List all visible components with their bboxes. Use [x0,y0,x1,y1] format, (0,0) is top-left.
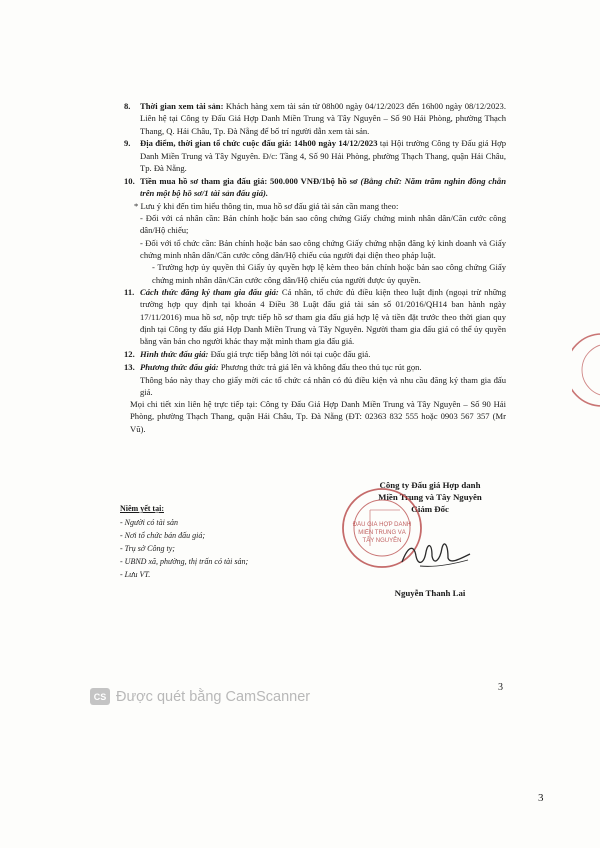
posting-item: - Trụ sở Công ty; [120,544,175,553]
posting-item: - Nơi tổ chức bán đấu giá; [120,531,206,540]
camscanner-text: Được quét bằng CamScanner [116,688,311,705]
org-name-line1: Công ty Đấu giá Hợp danh [379,480,481,490]
item-label: Hình thức đấu giá: [140,348,209,359]
item-11 [116,286,506,347]
posting-item: - Lưu VT. [120,570,151,579]
item-number: 9. [124,138,131,149]
margin-seal-fragment [572,330,600,410]
page-number-outer: 3 [538,792,544,804]
item-8 [116,100,506,137]
item-9 [116,137,506,174]
item-text: tại Hội trường Công ty Đấu giá Hợp Danh Miền Trung và Tây Nguyên. Đ/c: Tầng 4, Số 90 Hải Phòng, phường Thạch Thang, quận Hải Châu, Tp. Đà Nẵng. [140,138,506,173]
item-label-time: 14h00 ngày 14/12/2023 [291,138,378,149]
handwritten-signature [398,536,478,570]
item-number: 11. [124,286,135,297]
posting-title: Niêm yết tại: [120,504,164,513]
item-label: Địa điểm, thời gian tổ chức cuộc đấu giá: [140,138,292,149]
closing-invitation: Thông báo này thay cho giấy mời các tổ chức cá nhân có đủ điều kiện và nhu cầu đăng ký tham gia đấu giá. [140,374,506,397]
item-text: Khách hàng xem tài sản từ 08h00 ngày 04/12/2023 đến 16h00 ngày 08/12/2023. Liên hệ tại Công ty Đấu Giá Hợp Danh Miền Trung và Tây Nguyên – Số 90 Hải Phòng, phường Thạch Thang, Q. Hải Châu, Tp. Đà Nẵng để bố trí người dẫn xem tài sản. [140,101,506,136]
signer-role: Giám Đốc [411,503,449,514]
signer-name: Nguyễn Thanh Lai [394,588,466,598]
svg-text:MIỀN TRUNG VÀ: MIỀN TRUNG VÀ [358,530,406,536]
camscanner-watermark [90,688,310,705]
note-line-individual: - Đối với cá nhân cần: Bản chính hoặc bản sao công chứng Giấy chứng minh nhân dân/Căn cước công dân/Hộ chiếu; [140,213,506,236]
closing-contact: Mọi chi tiết xin liên hệ trực tiếp tại: Công ty Đấu Giá Hợp Danh Miền Trung và Tây Nguyên – Số 90 Hải Phòng, phường Thạch Thang, quận Hải Châu, Tp. Đà Nẵng (ĐT: 02363 832 555 hoặc 0903 567 357 (Mr Vũ). [130,399,506,434]
note-line-authorization: - Trường hợp ủy quyền thì Giấy ủy quyền hợp lệ kèm theo bản chính hoặc bản sao công chứng Giấy chứng minh nhân dân/Căn cước công dân/Hộ chiếu của người được ủy quyền. [152,262,506,285]
item-text: Đấu giá trực tiếp bằng lời nói tại cuộc đấu giá. [208,348,371,359]
item-10 [116,175,506,200]
item-number: 8. [124,101,131,111]
camscanner-logo-icon: CS [90,688,110,705]
posting-item: - UBND xã, phường, thị trấn có tài sản; [120,557,249,566]
svg-text:TÂY NGUYÊN: TÂY NGUYÊN [362,538,402,544]
posting-locations [120,502,248,581]
page-number-inner: 3 [498,682,503,693]
item-label: Phương thức đấu giá: [140,361,219,372]
item-text: (Bằng chữ: Năm trăm nghìn đồng chẵn trên một bộ hồ sơ/1 tài sản đấu giá). [140,175,506,199]
document-body [116,100,506,435]
item-text: Cá nhân, tổ chức đủ điều kiện theo luật định (ngoại trừ những trường hợp quy định tại khoản 4 Điều 38 Luật đấu giá tài sản số 01/2016/QH14 ban hành ngày 17/11/2016) mua hồ sơ, nộp trực tiếp hồ sơ tham gia đấu giá hợp lệ và tiền đặt trước theo thời gian quy định tại Công ty đấu giá Hợp Danh Miền Trung và Tây Nguyên. Người tham gia đấu giá có thể ủy quyền bằng văn bản cho người khác thay mặt mình tham gia đấu giá. [140,286,507,347]
svg-text:ĐẤU GIÁ HỢP DANH: ĐẤU GIÁ HỢP DANH [352,522,412,528]
note-intro: * Lưu ý khi đến tìm hiểu thông tin, mua hồ sơ đấu giá tài sản cần mang theo: [134,200,399,211]
item-number: 10. [124,175,135,186]
item-text: Phương thức trả giá lên và không đấu theo thủ tục rút gọn. [218,361,422,372]
item-number: 13. [124,361,135,372]
item-12 [116,348,506,360]
org-name-line2: Miền Trung và Tây Nguyên [378,491,482,502]
item-label: Thời gian xem tài sản: [140,101,224,111]
item-13 [116,361,506,373]
note-line-organization: - Đối với tổ chức cần: Bản chính hoặc bản sao công chứng Giấy chứng nhận đăng ký kinh doanh và Giấy chứng minh nhân dân/Căn cước công dân/Hộ chiếu của người đại diện theo pháp luật. [140,237,506,261]
posting-item: - Người có tài sản [120,518,178,527]
item-label: Cách thức đăng ký tham gia đấu giá: [140,286,279,297]
item-label: Tiền mua hồ sơ tham gia đấu giá: 500.000 VNĐ/1bộ hồ sơ [140,175,358,186]
item-number: 12. [124,348,135,359]
